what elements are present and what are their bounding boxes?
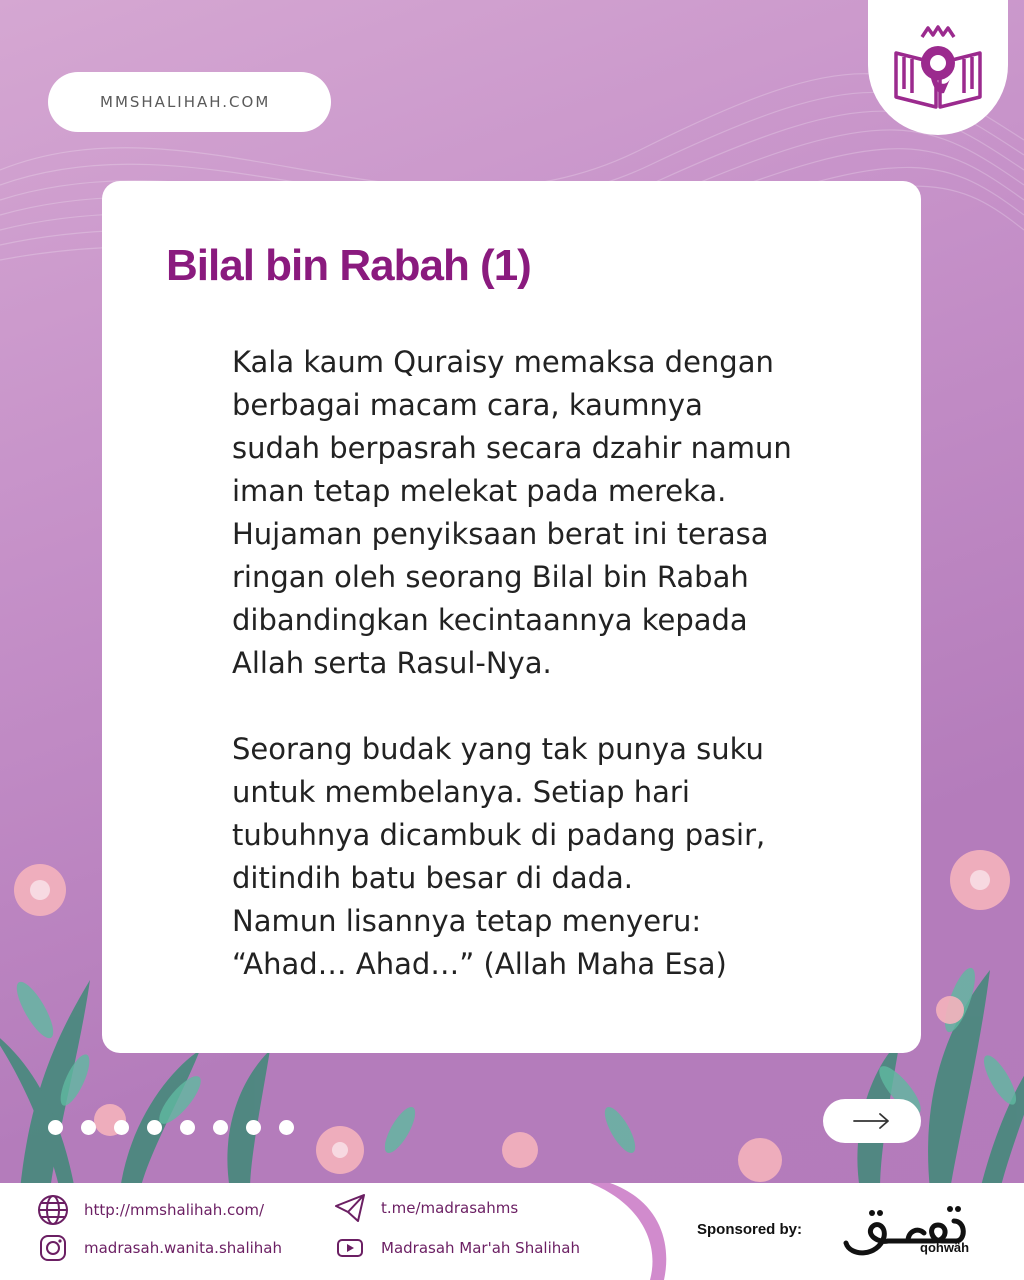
next-slide-button[interactable]	[823, 1099, 921, 1143]
slide-pagination	[48, 1120, 294, 1135]
pagination-dot[interactable]	[180, 1120, 195, 1135]
sponsor-name: qohwäh	[920, 1240, 970, 1255]
content-card	[102, 181, 921, 1053]
footer-bar	[0, 1183, 1024, 1280]
paragraph-1: Kala kaum Quraisy memaksa dengan berbagai macam cara, kaumnya sudah berpasrah secara dzahir namun iman tetap melekat pada mereka. Hujaman penyiksaan berat ini terasa ringan oleh seorang Bilal bin Rabah dibandingkan kecintaannya kepada Allah serta Rasul-Nya.	[232, 345, 792, 680]
madrasah-book-logo-icon	[886, 23, 990, 113]
instagram-icon	[36, 1231, 70, 1265]
page-title: Bilal bin Rabah (1)	[166, 241, 531, 290]
site-url-label: MMSHALIHAH.COM	[100, 93, 271, 111]
pagination-dot[interactable]	[48, 1120, 63, 1135]
youtube-channel: Madrasah Mar'ah Shalihah	[381, 1239, 580, 1257]
instagram-handle: madrasah.wanita.shalihah	[84, 1239, 282, 1257]
pagination-dot[interactable]	[81, 1120, 96, 1135]
website-url: http://mmshalihah.com/	[84, 1201, 265, 1219]
footer-instagram-link[interactable]	[36, 1231, 282, 1265]
footer-youtube-link[interactable]	[333, 1231, 580, 1265]
telegram-handle: t.me/madrasahms	[381, 1199, 519, 1217]
youtube-icon	[333, 1231, 367, 1265]
footer-telegram-link[interactable]	[333, 1191, 518, 1225]
globe-icon	[36, 1193, 70, 1227]
pagination-dot[interactable]	[213, 1120, 228, 1135]
telegram-icon	[333, 1191, 367, 1225]
pagination-dot[interactable]	[279, 1120, 294, 1135]
pagination-dot[interactable]	[114, 1120, 129, 1135]
footer-swoosh	[580, 1183, 700, 1280]
pagination-dot[interactable]	[246, 1120, 261, 1135]
qohwah-logo-icon	[838, 1191, 978, 1275]
article-body	[232, 341, 872, 986]
site-url-pill[interactable]	[48, 72, 331, 132]
sponsored-by-label: Sponsored by:	[697, 1221, 803, 1238]
arrow-right-icon	[852, 1111, 892, 1131]
paragraph-2: Seorang budak yang tak punya suku untuk membelanya. Setiap hari tubuhnya dicambuk di padang pasir, ditindih batu besar di dada. Namun lisannya tetap menyeru: “Ahad… Ahad…” (Allah Maha Esa)	[232, 732, 766, 981]
footer-website-link[interactable]	[36, 1193, 264, 1227]
brand-logo-badge	[868, 0, 1008, 135]
pagination-dot[interactable]	[147, 1120, 162, 1135]
